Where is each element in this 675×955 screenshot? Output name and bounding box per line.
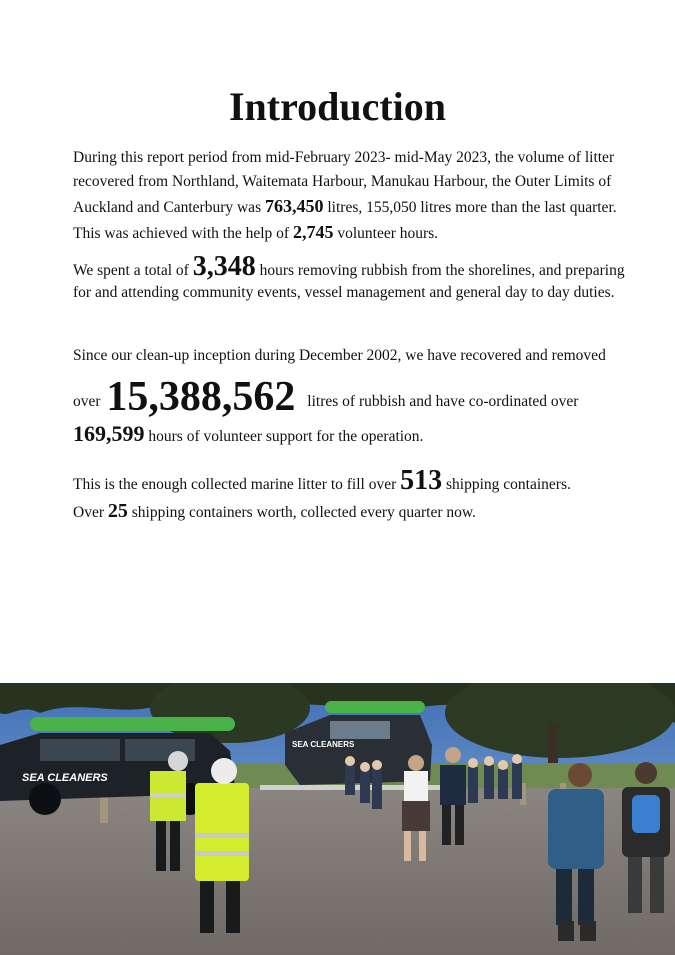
containers-quarter-value: 25	[107, 500, 128, 522]
paragraph-containers	[73, 465, 633, 524]
litres-total-value: 15,388,562	[106, 374, 296, 420]
p1-text-a: During this report period from mid-February 2023- mid-May 2023, the volume of litter recovered from Northland, Waitemata Harbour, Manukau Harbour, the Outer Limits of Auckland and Canterbury was	[73, 149, 615, 216]
p4-text-c: shipping containers worth, collected every quarter now.	[127, 504, 476, 521]
p3-text-b: litres of rubbish and have co-ordinated over	[303, 393, 579, 410]
p3-text-c: hours of volunteer support for the operation.	[144, 428, 424, 445]
p1-text-c: volunteer hours.	[333, 225, 439, 242]
vehicle-logo-text: SEA CLEANERS	[22, 772, 108, 784]
volunteers-photo-illustration	[0, 683, 675, 955]
p1-text-b: litres, 155,050 litres more than the last quarter. This was achieved with the help of	[73, 199, 617, 242]
containers-total-value: 513	[400, 465, 443, 496]
p3-line1: Since our clean-up inception during December 2002, we have recovered and removed	[73, 347, 606, 364]
p3-over: over	[73, 393, 105, 410]
litres-recovered-value: 763,450	[264, 196, 324, 216]
p4-over: Over	[73, 504, 108, 521]
p2-text-b: hours removing rubbish from the shorelines, and preparing for and attending community events, vessel management and general day to day duties.	[73, 262, 625, 301]
volunteers-photo	[0, 683, 675, 955]
page-title: Introduction	[228, 84, 447, 129]
boat-logo-text: SEA CLEANERS	[292, 740, 355, 749]
paragraph-report-period	[73, 146, 633, 246]
p4-text-b: shipping containers.	[442, 476, 571, 493]
p4-text-a: This is the enough collected marine litter to fill over	[73, 476, 401, 493]
paragraph-since-inception	[73, 345, 633, 448]
p2-text-a: We spent a total of	[73, 262, 193, 279]
volunteer-hours-value: 2,745	[292, 222, 334, 242]
volunteer-total-value: 169,599	[73, 421, 145, 446]
paragraph-hours-spent	[73, 251, 633, 304]
hours-total-value: 3,348	[192, 251, 256, 282]
